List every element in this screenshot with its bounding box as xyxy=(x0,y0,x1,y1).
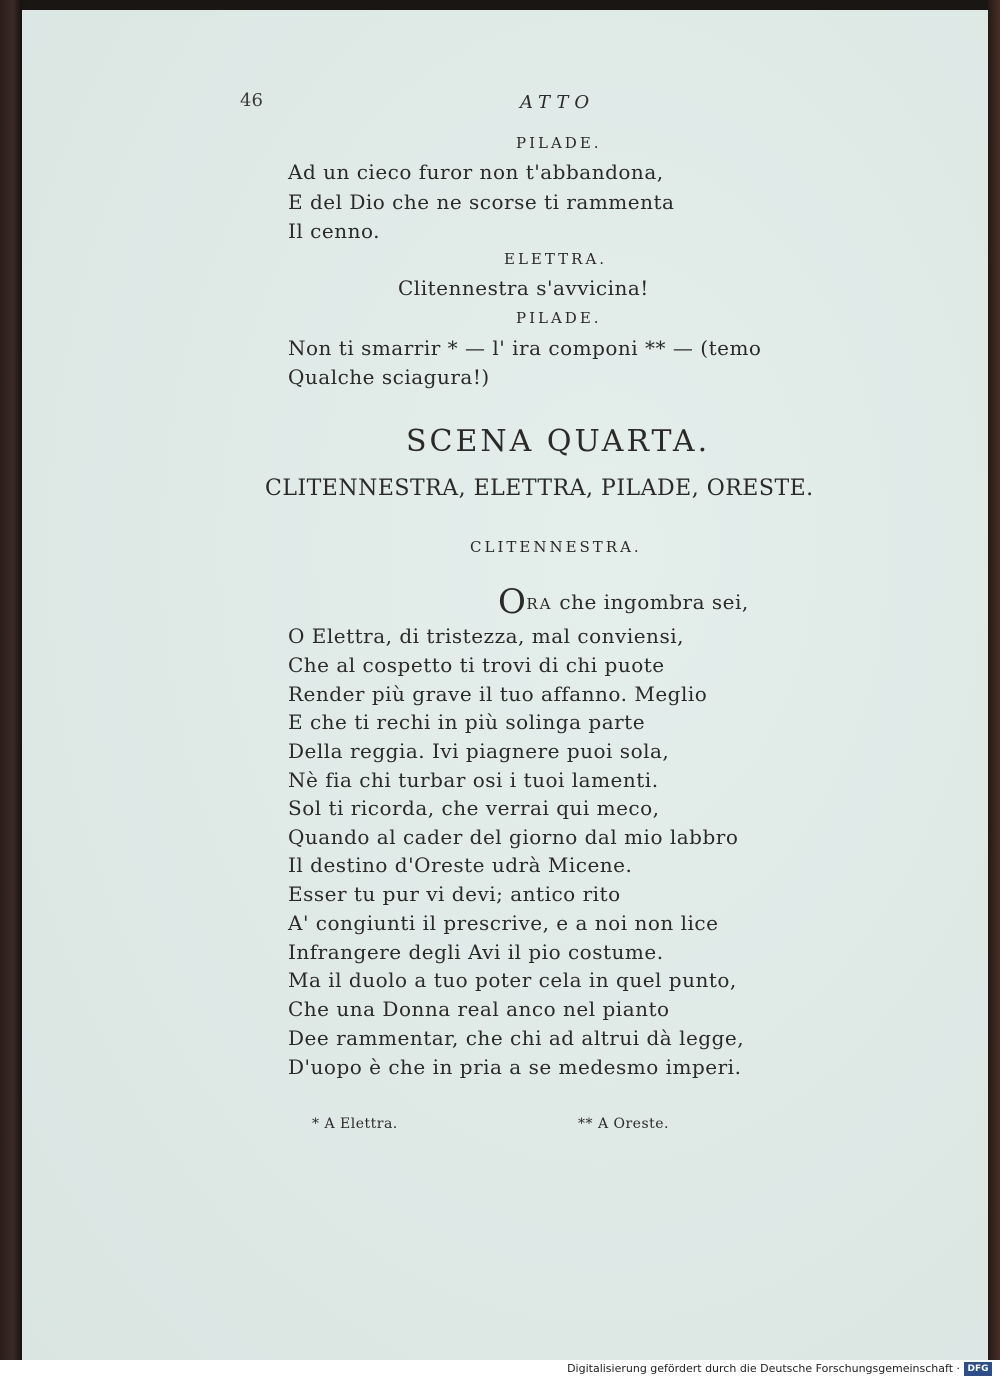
book-edge-right xyxy=(988,0,1000,1360)
verse-line: Non ti smarrir * — l' ira componi ** — (temo xyxy=(288,336,762,360)
verse-line: Sol ti ricorda, che verrai qui meco, xyxy=(288,796,660,820)
verse-line: Che al cospetto ti trovi di chi puote xyxy=(288,653,665,677)
running-head: ATTO xyxy=(520,92,596,113)
book-edge-left xyxy=(0,0,22,1360)
verse-line: Che una Donna real anco nel pianto xyxy=(288,997,670,1021)
verse-line: Il destino d'Oreste udrà Micene. xyxy=(288,853,633,877)
first-word-smallcaps: RA xyxy=(526,595,553,613)
verse-line: E del Dio che ne scorse ti rammenta xyxy=(288,190,675,214)
speaker-pilade-1: PILADE. xyxy=(516,134,602,152)
verse-line: Render più grave il tuo affanno. Meglio xyxy=(288,682,708,706)
verse-line: Il cenno. xyxy=(288,219,380,243)
verse-line: Ma il duolo a tuo poter cela in quel punto, xyxy=(288,968,737,992)
speaker-elettra: ELETTRA. xyxy=(504,250,608,268)
page-number: 46 xyxy=(240,90,263,111)
first-line-rest: che ingombra sei, xyxy=(552,590,749,614)
dfg-logo: DFG xyxy=(964,1362,992,1376)
verse-line: Esser tu pur vi devi; antico rito xyxy=(288,882,621,906)
verse-line: Quando al cader del giorno dal mio labbro xyxy=(288,825,739,849)
speaker-clitennestra: CLITENNESTRA. xyxy=(470,538,642,556)
verse-line: Della reggia. Ivi piagnere puoi sola, xyxy=(288,739,670,763)
verse-line: E che ti rechi in più solinga parte xyxy=(288,710,646,734)
speaker-pilade-2: PILADE. xyxy=(516,309,602,327)
verse-line: A' congiunti il prescrive, e a noi non lice xyxy=(288,911,719,935)
digitization-footer xyxy=(0,1360,1000,1380)
book-page xyxy=(22,10,988,1360)
footnote-2: ** A Oreste. xyxy=(578,1116,670,1132)
verse-line: D'uopo è che in pria a se medesmo imperi. xyxy=(288,1055,742,1079)
verse-line: Infrangere degli Avi il pio costume. xyxy=(288,940,664,964)
verse-line: Qualche sciagura!) xyxy=(288,365,490,389)
verse-line: Clitennestra s'avvicina! xyxy=(398,276,649,300)
scene-title: SCENA QUARTA. xyxy=(406,424,711,459)
scene-characters: CLITENNESTRA, ELETTRA, PILADE, ORESTE. xyxy=(265,476,814,501)
verse-first-line xyxy=(498,582,749,622)
verse-line: Ad un cieco furor non t'abbandona, xyxy=(288,160,664,184)
drop-cap: O xyxy=(498,582,527,622)
verse-line: O Elettra, di tristezza, mal conviensi, xyxy=(288,624,684,648)
footnote-1: * A Elettra. xyxy=(312,1116,398,1132)
verse-line: Nè fia chi turbar osi i tuoi lamenti. xyxy=(288,768,659,792)
verse-line: Dee rammentar, che chi ad altrui dà legge, xyxy=(288,1026,745,1050)
footer-credit: Digitalisierung gefördert durch die Deutsche Forschungsgemeinschaft · xyxy=(567,1362,960,1375)
